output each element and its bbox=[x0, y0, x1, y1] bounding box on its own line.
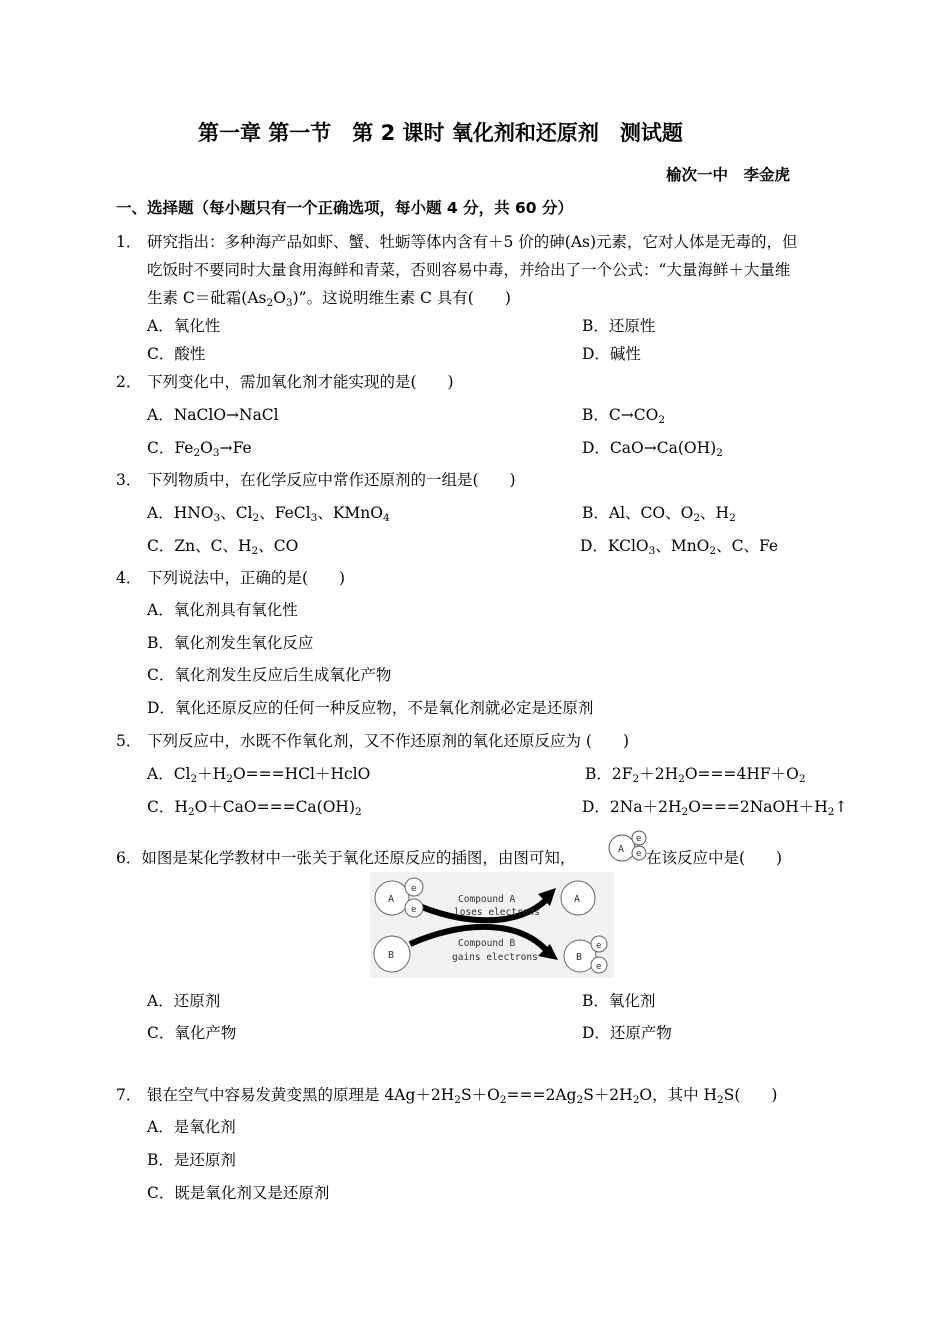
compound-b-label: Compound B bbox=[458, 938, 516, 949]
compound-b-label: gains electrons bbox=[452, 952, 538, 963]
question-number: 5． bbox=[116, 732, 142, 750]
svg-text:e: e bbox=[411, 905, 417, 915]
option-b: B．$C\to CO_2$ bbox=[582, 406, 666, 426]
question-stem: 下列说法中，正确的是( ) bbox=[147, 569, 346, 587]
svg-text:e: e bbox=[596, 962, 602, 972]
option-d: D．碱性 bbox=[582, 345, 641, 363]
option-b: B．还原性 bbox=[582, 317, 656, 335]
redox-diagram bbox=[370, 872, 614, 978]
option-a: A．$HNO_3$、$Cl_2$、FeCl$_3$、KMnO$_4$ bbox=[147, 504, 390, 524]
option-c: C．酸性 bbox=[147, 345, 206, 363]
compound-a-label: Compound A bbox=[458, 894, 516, 905]
page-title: 第一章 第一节 第 2 课时 氧化剂和还原剂 测试题 bbox=[198, 121, 683, 145]
question-number: 2． bbox=[116, 373, 142, 391]
author: 榆次一中 李金虎 bbox=[666, 166, 791, 184]
svg-text:B: B bbox=[576, 952, 583, 963]
compound-a-label: loses electrons bbox=[454, 907, 540, 918]
question-stem: 下列物质中，在化学反应中常作还原剂的一组是( ) bbox=[147, 471, 516, 489]
option-d: D．还原产物 bbox=[582, 1024, 672, 1042]
option-c: C．氧化剂发生反应后生成氧化产物 bbox=[147, 666, 392, 684]
option-a: A．氧化剂具有氧化性 bbox=[147, 601, 298, 619]
option-c: C．既是氧化剂又是还原剂 bbox=[147, 1184, 330, 1202]
option-b: B．Al、CO、$O_2$、$H_2$ bbox=[582, 504, 736, 524]
svg-text:A: A bbox=[388, 894, 395, 905]
question-stem-line: 生素 C＝砒霜$(As_2O_3)$”。这说明维生素 C 具有( ) bbox=[147, 289, 511, 309]
svg-text:A: A bbox=[574, 894, 581, 905]
option-d: D．$CaO\to Ca(OH)_2$ bbox=[582, 439, 723, 459]
svg-text:e: e bbox=[596, 941, 602, 951]
question-number: 7． bbox=[116, 1086, 142, 1104]
option-d: D．氧化还原反应的任何一种反应物，不是氧化剂就必定是还原剂 bbox=[147, 699, 594, 717]
svg-text:e: e bbox=[411, 884, 417, 894]
option-b: B．$2F_2+2H_2O===4HF+O_2$ bbox=[585, 765, 806, 785]
option-a: A．NaClO→NaCl bbox=[147, 406, 279, 424]
option-c: C．Zn、C、$H_2$、CO bbox=[147, 537, 299, 557]
question-stem: 银在空气中容易发黄变黑的原理是 $4Ag+2H_2S+O_2===2Ag_2S+2H_2O$，其中 $H_2S$( ) bbox=[147, 1086, 778, 1106]
question-number: 4． bbox=[116, 569, 142, 587]
option-a: A．是氧化剂 bbox=[147, 1118, 236, 1136]
option-c: C．氧化产物 bbox=[147, 1024, 237, 1042]
question-stem-line: 研究指出：多种海产品如虾、蟹、牡蛎等体内含有＋5 价的砷(As)元素，它对人体是无毒的，但 bbox=[147, 233, 798, 251]
svg-text:B: B bbox=[388, 950, 395, 961]
question-stem-line: 吃饭时不要同时大量食用海鲜和青菜，否则容易中毒，并给出了一个公式：“大量海鲜＋大量维 bbox=[147, 261, 791, 279]
option-c: C．$H_2O+CaO===Ca(OH)_2$ bbox=[147, 798, 362, 818]
option-a: A．还原剂 bbox=[147, 992, 221, 1010]
question-number: 1． bbox=[116, 233, 142, 251]
inline-atom-icon bbox=[606, 828, 650, 864]
option-b: B．氧化剂 bbox=[582, 992, 656, 1010]
question-stem: 下列反应中，水既不作氧化剂，又不作还原剂的氧化还原反应为 ( ) bbox=[147, 732, 630, 750]
question-number: 3． bbox=[116, 471, 142, 489]
option-d: D．$2Na+2H_2O===2NaOH+H_2↑$ bbox=[582, 798, 848, 818]
svg-text:A: A bbox=[618, 844, 625, 855]
question-stem: 下列变化中，需加氧化剂才能实现的是( ) bbox=[147, 373, 454, 391]
option-a: A．$Cl_2+H_2O===HCl+HclO$ bbox=[147, 765, 371, 785]
question-stem-end: 在该反应中是( ) bbox=[646, 849, 783, 867]
svg-text:e: e bbox=[636, 849, 642, 859]
option-a: A．氧化性 bbox=[147, 317, 221, 335]
svg-text:e: e bbox=[636, 834, 642, 844]
question-stem-start: 6．如图是某化学教材中一张关于氧化还原反应的插图，由图可知， bbox=[116, 849, 576, 867]
option-d: D．KClO$_3$、MnO$_2$、C、Fe bbox=[580, 537, 779, 557]
section-title: 一、选择题（每小题只有一个正确选项，每小题 4 分，共 60 分） bbox=[116, 199, 573, 217]
option-b: B．氧化剂发生氧化反应 bbox=[147, 634, 314, 652]
option-c: C．$Fe_2O_3\to Fe$ bbox=[147, 439, 252, 459]
option-b: B．是还原剂 bbox=[147, 1151, 236, 1169]
